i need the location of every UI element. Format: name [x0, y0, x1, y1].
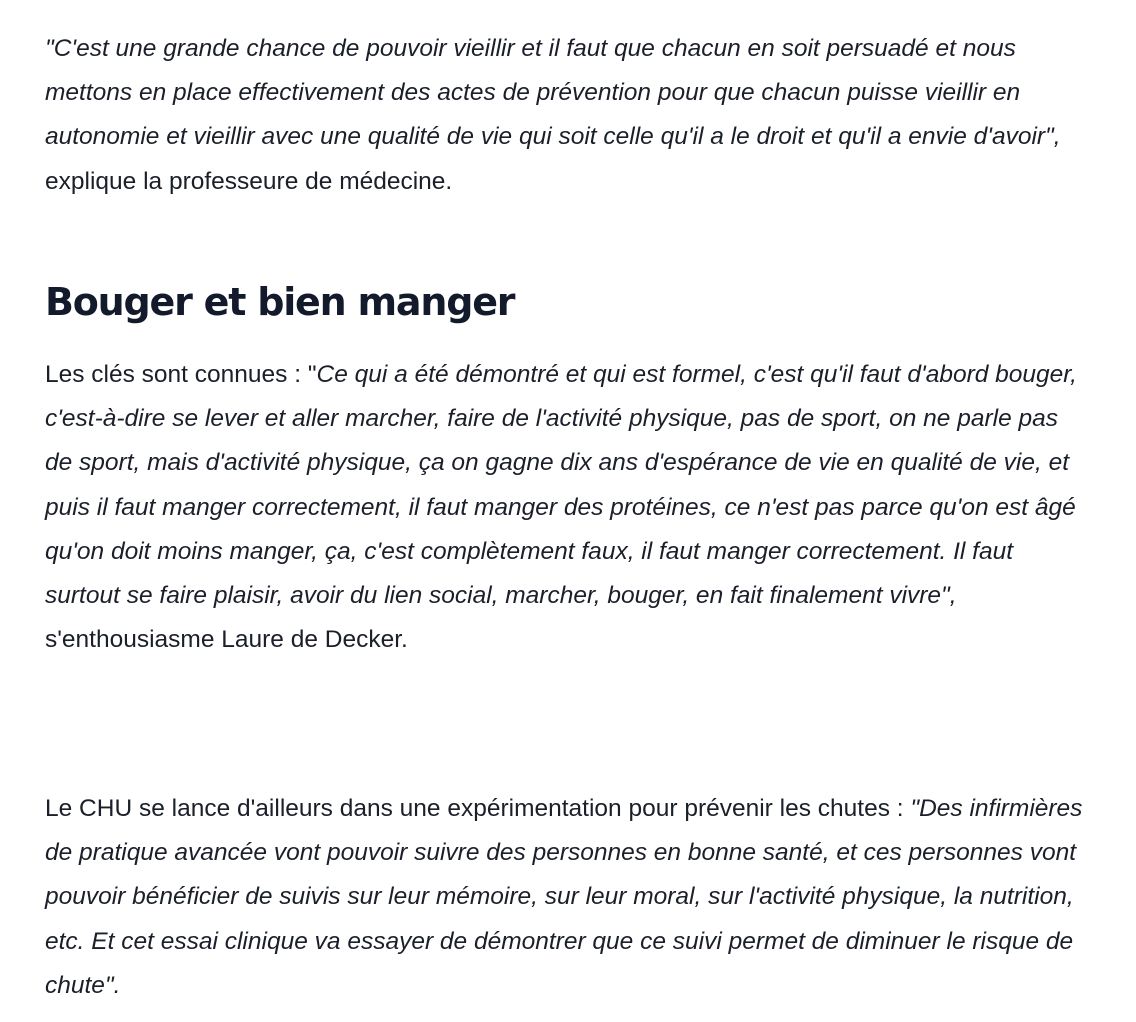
lead-text: Les clés sont connues : " [45, 361, 317, 388]
quote-text: Ce qui a été démontré et qui est formel, c'est qu'il faut d'abord bouger, c'est-à-dire se lever et aller marcher, faire de l'activité physique, pas de sport, on ne parle pas de sport, mais d'activité physique, ça on gagne dix ans d'espérance de vie en qualité de vie, et puis il faut manger correctement, il faut manger des protéines, ce n'est pas parce qu'on est âgé qu'on doit moins manger, ça, c'est complètement faux, il faut manger correctement. Il faut surtout se faire plaisir, avoir du lien social, marcher, bouger, en fait finalement vivre", [45, 361, 1077, 610]
paragraph-quote-prevention [45, 27, 1091, 204]
quote-text: "Des infirmières de pratique avancée vont pouvoir suivre des personnes en bonne santé, et ces personnes vont pouvoir bénéficier de suivis sur leur mémoire, sur leur moral, sur l'activité physique, la nutrition, etc. Et cet essai clinique va essayer de démontrer que ce suivi permet de diminuer le risque de chute". [45, 795, 1083, 999]
paragraph-chu-experiment [45, 787, 1091, 1008]
attribution-text: s'enthousiasme Laure de Decker. [45, 626, 408, 654]
quote-text: "C'est une grande chance de pouvoir vieillir et il faut que chacun en soit persuadé et nous mettons en place effectivement des actes de prévention pour que chacun puisse vieillir en autonomie et vieillir avec une qualité de vie qui soit celle qu'il a le droit et qu'il a envie d'avoir", [45, 35, 1061, 151]
section-heading: Bouger et bien manger [45, 280, 515, 324]
article-body [45, 27, 1091, 999]
paragraph-keys [45, 353, 1091, 662]
lead-text: Le CHU se lance d'ailleurs dans une expérimentation pour prévenir les chutes : [45, 795, 911, 822]
attribution-text: explique la professeure de médecine. [45, 167, 453, 195]
